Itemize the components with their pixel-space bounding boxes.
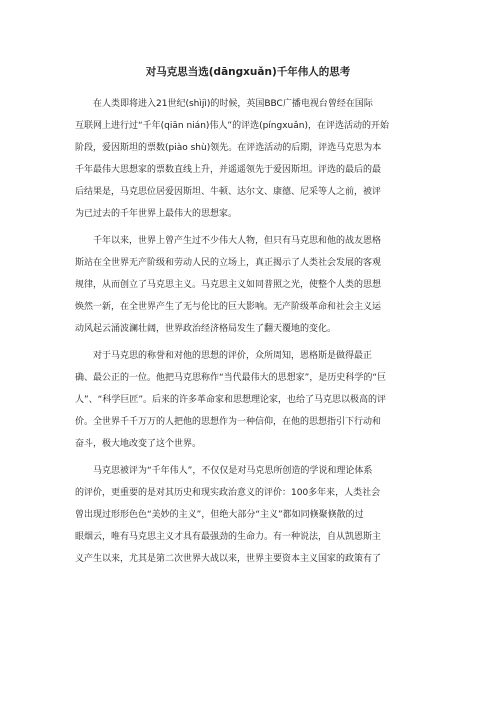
document-title: 对马克思当选(dāngxuǎn)千年伟人的思考 — [145, 66, 351, 78]
paragraph-2-line-1: 千年以来，世界上曾产生过不少伟大人物，但只有马克思和他的战友恩格 — [93, 236, 382, 246]
paragraph-3-line-4: 价。全世界千千万万的人把他的思想作为一种信仰，在他的思想指引下行动和 — [75, 417, 382, 427]
paragraph-4-line-1: 马克思被评为“千年伟人”，不仅仅是对马克思所创造的学说和理论体系 — [93, 466, 373, 476]
paragraph-2-line-5: 动风起云涌波澜壮阔，世界政治经济格局发生了翻天覆地的变化。 — [75, 324, 337, 334]
paragraph-1-line-5: 后结果是，马克思位居爱因斯坦、牛顿、达尔文、康德、尼采等人之前，被评 — [75, 187, 382, 197]
paragraph-4-line-5: 义产生以来，尤其是第二次世界大战以来，世界主要资本主义国家的政策有了 — [75, 554, 382, 564]
paragraph-4-line-3: 曾出现过形形色色“美妙的主义”，但绝大部分“主义”都如同倏聚倏散的过 — [75, 510, 364, 520]
paragraph-3-line-1: 对于马克思的称誉和对他的思想的评价，众所周知，恩格斯是做得最正 — [93, 351, 373, 361]
paragraph-3-line-5: 奋斗，极大地改变了这个世界。 — [75, 439, 202, 449]
paragraph-1-line-6: 为已过去的千年世界上最伟大的思想家。 — [75, 209, 238, 219]
paragraph-2-line-2: 斯站在全世界无产阶级和劳动人民的立场上，真正揭示了人类社会发展的客观 — [75, 258, 382, 268]
paragraph-4-line-4: 眼烟云，唯有马克思主义才具有最强劲的生命力。有一种说法，自从凯恩斯主 — [75, 532, 382, 542]
paragraph-1-line-1: 在人类即将进入21世纪(shìjì)的时候，英国BBC广播电视台曾经在国际 — [93, 99, 373, 109]
paragraph-1-line-4: 千年最伟大思想家的票数直线上升，并遥遥领先于爱因斯坦。评选的最后的最 — [75, 165, 382, 175]
paragraph-1-line-3: 阶段，爱因斯坦的票数(piào shù)领先。在评选活动的后期，评选马克思为本 — [75, 143, 382, 153]
paragraph-3-line-2: 确、最公正的一位。他把马克思称作“当代最伟大的思想家”，是历史科学的“巨 — [75, 373, 386, 383]
paragraph-4-line-2: 的评价，更重要的是对其历史和现实政治意义的评价：100多年来，人类社会 — [75, 488, 381, 498]
paragraph-2-line-4: 焕然一新，在全世界产生了无与伦比的巨大影响。无产阶级革命和社会主义运 — [75, 302, 382, 312]
paragraph-2-line-3: 规律，从而创立了马克思主义。马克思主义如同普照之光，使整个人类的思想 — [75, 280, 382, 290]
paragraph-1-line-2: 互联网上进行过“千年(qiān nián)伟人”的评选(píngxuǎn)，在评选活动的开始 — [75, 121, 389, 131]
paragraph-3-line-3: 人”、“科学巨匠”。后来的许多革命家和思想理论家，也给了马克思以极高的评 — [75, 395, 386, 405]
